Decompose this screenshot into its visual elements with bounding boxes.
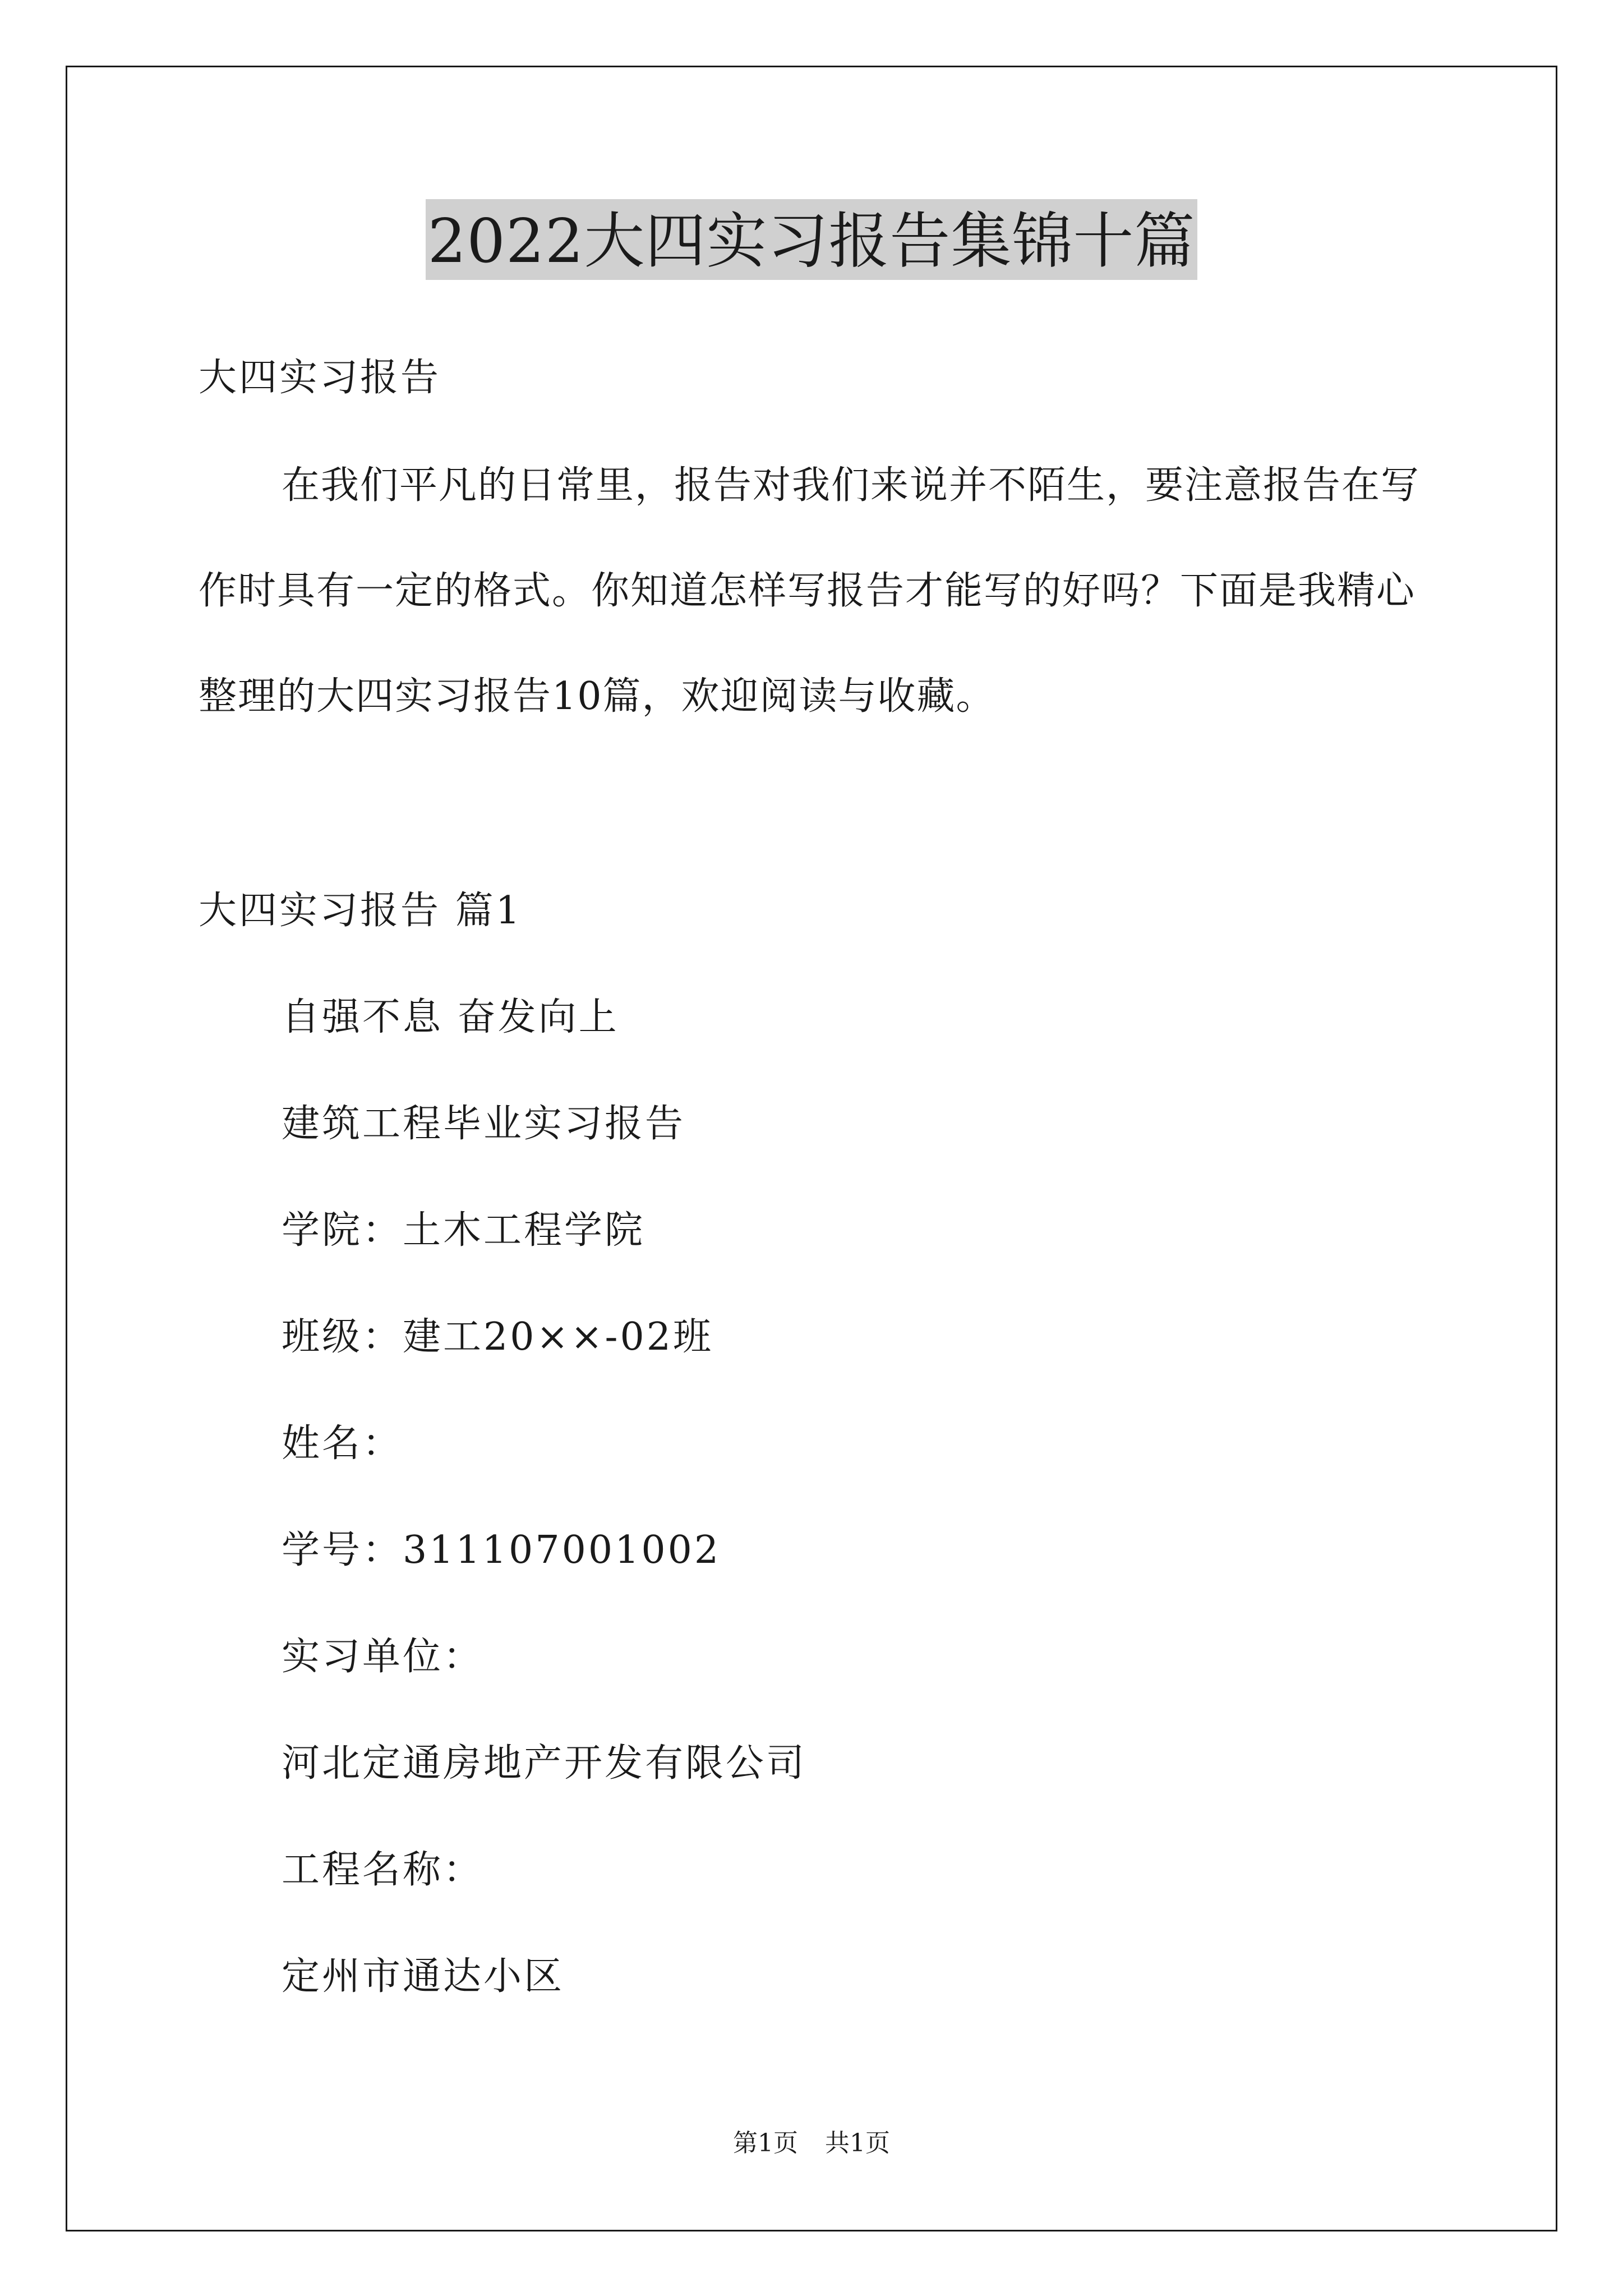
body-line-project-name-label: 工程名称： (282, 1848, 484, 1892)
body-line-project-name: 定州市通达小区 (282, 1954, 565, 1999)
body-line-motto: 自强不息 奋发向上 (282, 995, 619, 1039)
body-line-class: 班级：建工20××-02班 (282, 1315, 713, 1359)
doc-heading: 大四实习报告 (199, 356, 441, 400)
page-footer (0, 2131, 1623, 2156)
body-line-college: 学院：土木工程学院 (282, 1208, 645, 1253)
document-title-text: 2022大四实习报告集锦十篇 (426, 199, 1198, 280)
document-title (0, 199, 1623, 280)
body-line-report-title: 建筑工程毕业实习报告 (282, 1102, 686, 1146)
footer-page-total: 共1页 (825, 2129, 890, 2157)
section-title: 大四实习报告 篇1 (199, 889, 522, 933)
body-line-internship-unit-label: 实习单位： (282, 1635, 484, 1679)
body-line-name: 姓名： (282, 1421, 403, 1466)
body-line-student-id: 学号：311107001002 (282, 1528, 721, 1572)
body-line-internship-unit: 河北定通房地产开发有限公司 (282, 1741, 807, 1786)
footer-page-number: 第1页 (733, 2129, 798, 2157)
intro-paragraph: 在我们平凡的日常里，报告对我们来说并不陌生，要注意报告在写作时具有一定的格式。你知道怎样写报告才能写的好吗？下面是我精心整理的大四实习报告10篇，欢迎阅读与收藏。 (199, 463, 1421, 719)
